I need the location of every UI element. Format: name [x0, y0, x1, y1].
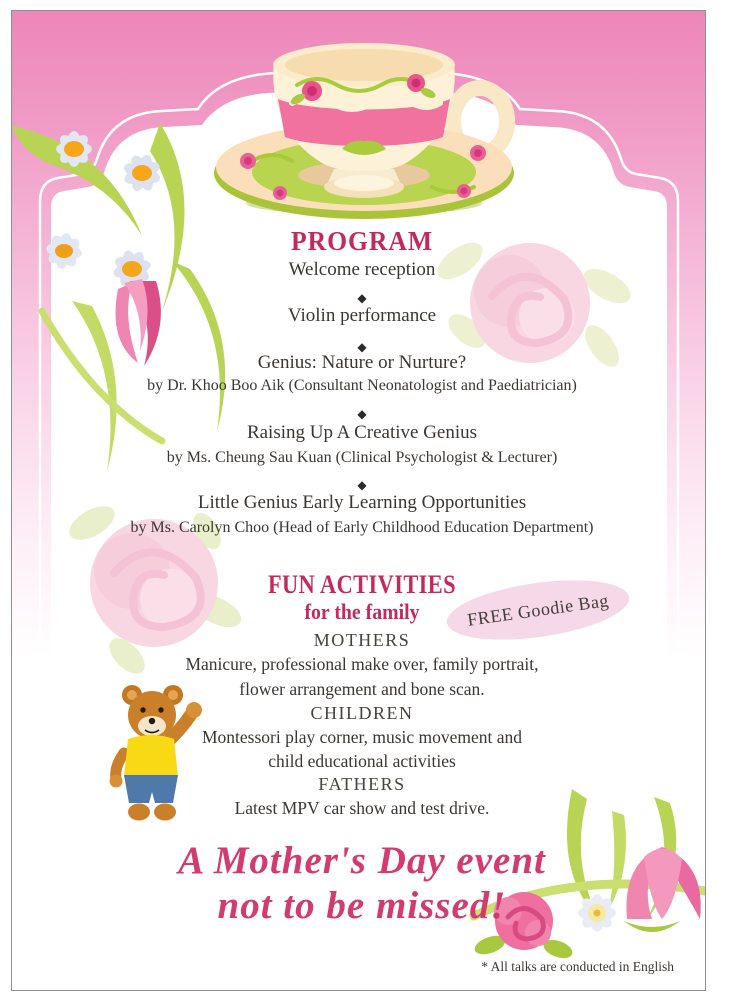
- activity-line: child educational activities: [268, 751, 456, 771]
- group-label-mothers: MOTHERS: [313, 630, 411, 650]
- program-item: Violin performance: [287, 305, 437, 326]
- group-label-children: CHILDREN: [310, 703, 414, 723]
- activity-line: Latest MPV car show and test drive.: [234, 798, 490, 818]
- badge-label: FREE Goodie Bag: [465, 589, 610, 630]
- closing-line-1: A Mother's Day event: [178, 839, 546, 882]
- diamond-bullet-icon: ◆: [357, 478, 367, 492]
- program-speaker: by Dr. Khoo Boo Aik (Consultant Neonatologist and Paediatrician): [147, 377, 577, 394]
- footnote: * All talks are conducted in English: [481, 959, 674, 974]
- fun-activities-subtitle: for the family: [304, 599, 420, 624]
- diamond-bullet-icon: ◆: [357, 340, 367, 354]
- diamond-bullet-icon: ◆: [357, 407, 367, 421]
- program-item: Raising Up A Creative Genius: [246, 422, 478, 443]
- activity-line: Montessori play corner, music movement and: [201, 727, 523, 747]
- diamond-bullet-icon: ◆: [357, 291, 367, 305]
- program-speaker: by Ms. Cheung Sau Kuan (Clinical Psychologist & Lecturer): [166, 449, 558, 466]
- activity-line: Manicure, professional make over, family portrait,: [185, 654, 539, 674]
- program-item: Little Genius Early Learning Opportunities: [197, 492, 527, 513]
- program-speaker: by Ms. Carolyn Choo (Head of Early Childhood Education Department): [130, 519, 594, 536]
- group-label-fathers: FATHERS: [318, 774, 406, 794]
- program-title: PROGRAM: [290, 226, 433, 256]
- program-item: Genius: Nature or Nurture?: [257, 352, 467, 373]
- fun-activities-title: FUN ACTIVITIES: [267, 570, 457, 599]
- program-item: Welcome reception: [288, 259, 436, 280]
- flyer-card: [11, 10, 706, 991]
- closing-line-2: not to be missed!: [217, 884, 507, 927]
- activity-line: flower arrangement and bone scan.: [239, 679, 485, 699]
